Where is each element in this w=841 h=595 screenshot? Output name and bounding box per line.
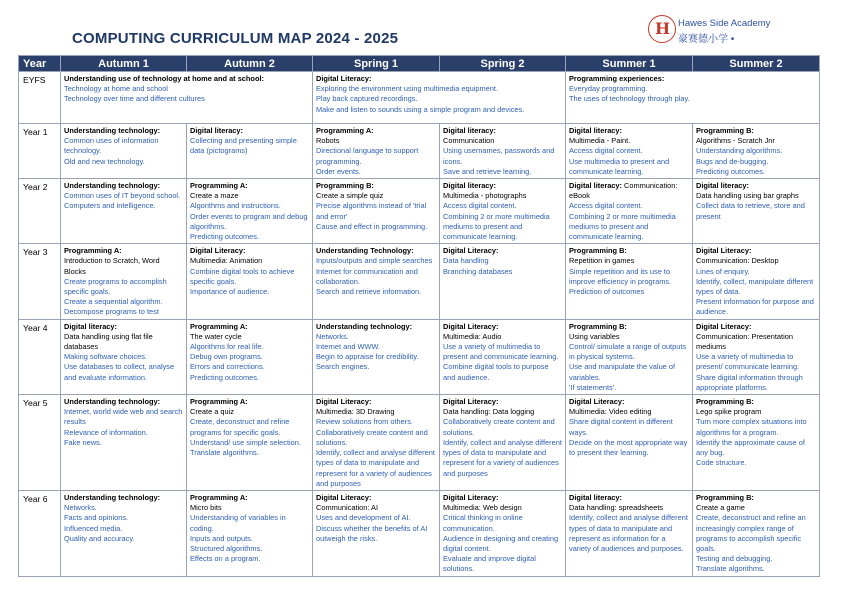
cell-objective: Identify the approximate cause of any bug. <box>696 437 805 458</box>
crest-icon <box>648 15 676 43</box>
cell-objective: Create programs to accomplish specific goals. <box>64 276 167 297</box>
table-row <box>19 319 820 394</box>
cell-objective: Translate algorithms. <box>696 564 765 574</box>
cell-heading: Programming B: <box>696 492 754 502</box>
cell-objective: Exploring the environment using multimedia equipment. <box>316 84 498 94</box>
cell-objective: Order events to program and debug algorithms. <box>190 211 308 231</box>
cell-heading: Digital literacy: <box>569 492 622 502</box>
cell-objective: Present information for purpose and audience. <box>696 297 814 317</box>
cell-heading: Programming A: <box>190 397 248 407</box>
cell-heading: Programming B: <box>569 246 627 256</box>
cell-objective: Collaboratively create content and solutions. <box>443 417 555 437</box>
cell-summer-1 <box>566 490 693 576</box>
cell-heading-line <box>190 126 309 136</box>
cell-objective: Algorithms for real life. <box>190 342 264 352</box>
cell-objective: Translate algorithms. <box>190 448 259 458</box>
cell-objective: Critical thinking in online communication. <box>443 513 523 533</box>
cell-objective: 'If statements'. <box>569 382 617 392</box>
table-row <box>19 395 820 491</box>
cell-heading: Programming A: <box>190 492 248 502</box>
cell-objective: Identify, collect and analyse different types of data to manipulate and represent for a variety of audiences and purposes <box>443 437 562 478</box>
cell-heading-line <box>569 322 689 332</box>
cell-objective: Identify, collect, manipulate different types of data. <box>696 276 814 297</box>
cell-objective: Code structure. <box>696 458 747 468</box>
cell-objective: Directional language to support programming. <box>316 146 419 166</box>
cell-objective: Share digital information through appropriate platforms. <box>696 372 803 392</box>
cell-heading: Understanding use of technology at home and at school: <box>64 74 264 83</box>
cell-heading: Programming A: <box>190 321 248 331</box>
cell-spring-1 <box>313 124 440 179</box>
year-label: Year 5 <box>19 395 61 491</box>
cell-objective: Predicting outcomes. <box>190 232 260 242</box>
cell-heading: Understanding technology: <box>64 181 161 191</box>
cell-objective: Precise algorithms instead of 'trial and error' <box>316 201 427 221</box>
cell-heading-line <box>316 322 436 332</box>
cell-objective: Audience in designing and creating digital content. <box>443 533 559 553</box>
cell-heading: Digital Literacy: <box>316 74 372 83</box>
cell-heading-line <box>569 397 689 407</box>
cell-summer-2 <box>693 124 820 179</box>
cell-heading-line <box>316 181 436 191</box>
cell-objective: Effects on a program. <box>190 554 261 564</box>
table-row <box>19 179 820 244</box>
cell-objective: Create a sequential algorithm. <box>64 297 163 307</box>
year-label: Year 4 <box>19 319 61 394</box>
cell-summer-1 <box>566 319 693 394</box>
cell-heading: Understanding technology: <box>316 321 413 331</box>
cell-objective: Order events. <box>316 166 361 176</box>
year-label: Year 2 <box>19 179 61 244</box>
cell-spring-2 <box>440 490 566 576</box>
cell-spring-1 <box>313 179 440 244</box>
header-row <box>19 56 820 72</box>
cell-autumn-1 <box>61 395 187 491</box>
cell-subtitle: Micro bits <box>190 503 222 513</box>
cell-spring-2 <box>440 244 566 319</box>
cell-objective: Lines of enquiry. <box>696 266 750 276</box>
school-name: Hawes Side Academy <box>678 18 771 29</box>
cell-spring-1 <box>313 244 440 319</box>
school-name-chinese: 豪赛德小学 • <box>678 34 735 45</box>
cell-autumn-2 <box>187 319 313 394</box>
cell-heading-line <box>190 322 309 332</box>
cell-subtitle: Communication: AI <box>316 503 379 513</box>
cell-eyfs-autumn <box>61 72 313 124</box>
cell-heading-line <box>316 397 436 407</box>
cell-heading-line <box>190 493 309 503</box>
cell-heading-line <box>696 246 816 256</box>
cell-objective: Bugs and de-bugging. <box>696 156 769 166</box>
page-title: COMPUTING CURRICULUM MAP 2024 - 2025 <box>72 30 399 47</box>
cell-autumn-1 <box>61 179 187 244</box>
cell-objective: Cause and effect in programming. <box>316 221 428 231</box>
cell-objective: Influenced media. <box>64 523 123 533</box>
cell-objective: Turn more complex situations into algorithms for a program. <box>696 417 807 437</box>
cell-heading: Programming B: <box>569 321 627 331</box>
cell-heading-line <box>316 246 436 256</box>
cell-heading: Digital literacy: <box>443 126 496 135</box>
cell-heading-line <box>64 246 183 256</box>
cell-objective: Collecting and presenting simple data (pictograms) <box>190 136 297 156</box>
table-row <box>19 244 820 319</box>
cell-heading: Digital Literacy: <box>316 397 372 407</box>
cell-heading: Digital Literacy: <box>569 397 625 407</box>
cell-summer-1 <box>566 244 693 319</box>
cell-subtitle: Multimedia - Paint. <box>569 136 631 146</box>
cell-objective: Using usernames, passwords and icons. <box>443 146 555 166</box>
cell-objective: Use multimedia to present and communicate learning. <box>569 156 670 176</box>
cell-heading-line <box>64 126 183 136</box>
cell-subtitle: The water cycle <box>190 331 242 341</box>
cell-autumn-1 <box>61 490 187 576</box>
cell-objective: Fake news. <box>64 437 102 447</box>
cell-objective: Old and new technology. <box>64 156 145 166</box>
cell-objective: Internet, world wide web and search results <box>64 407 183 427</box>
cell-heading: Programming A: <box>190 181 248 191</box>
cell-objective: Networks. <box>316 331 349 341</box>
cell-objective: Combining 2 or more multimedia mediums to present and communicate learning. <box>443 211 550 242</box>
cell-spring-1 <box>313 490 440 576</box>
cell-objective: Networks. <box>64 503 97 513</box>
cell-objective: Collaboratively create content and solutions. <box>316 427 428 447</box>
cell-objective: Simple repetition and its use to improve efficiency in programs. <box>569 266 672 286</box>
cell-heading-line <box>696 322 816 332</box>
cell-heading-line <box>569 493 689 503</box>
cell-subtitle: Algorithms - Scratch Jnr <box>696 136 775 146</box>
header-year: Year <box>19 56 61 72</box>
cell-summer-2 <box>693 395 820 491</box>
cell-heading-line <box>696 397 816 407</box>
cell-heading-line <box>696 181 816 191</box>
cell-objective: Create, deconstruct and refine programs for specific goals. <box>190 417 290 437</box>
cell-objective: Facts and opinions. <box>64 513 129 523</box>
cell-heading: Understanding Technology: <box>316 246 414 256</box>
cell-objective: Uses and development of AI. <box>316 513 411 523</box>
cell-heading: Digital Literacy: <box>443 492 499 502</box>
cell-subtitle: Create a maze <box>190 191 239 201</box>
cell-eyfs-spring <box>313 72 566 124</box>
cell-spring-2 <box>440 395 566 491</box>
cell-objective: Use a variety of multimedia to present and communicate learning. <box>443 342 559 362</box>
cell-summer-2 <box>693 319 820 394</box>
cell-summer-2 <box>693 179 820 244</box>
cell-autumn-2 <box>187 124 313 179</box>
cell-objective: Algorithms and instructions. <box>190 201 281 211</box>
cell-objective: Discuss whether the benefits of AI outweigh the risks. <box>316 523 428 543</box>
cell-heading-line <box>443 126 562 136</box>
cell-heading-line <box>64 322 183 332</box>
cell-subtitle: Multimedia - photographs <box>443 191 527 201</box>
cell-subtitle: Multimedia: Video editing <box>569 407 652 417</box>
cell-objective: Importance of audience. <box>190 287 270 297</box>
cell-objective: Create, deconstruct and refine an increasingly complex range of programs to accomplish specific goals. <box>696 513 806 553</box>
cell-objective: Share digital content in different ways. <box>569 417 673 437</box>
cell-heading-line <box>443 397 562 407</box>
cell-objective: Review solutions from others. <box>316 417 413 427</box>
cell-spring-1 <box>313 395 440 491</box>
cell-summer-1 <box>566 124 693 179</box>
cell-heading-line <box>569 126 689 136</box>
cell-objective: Evaluate and improve digital solutions. <box>443 554 536 574</box>
cell-objective: Access digital content. <box>443 201 517 211</box>
cell-objective: Access digital content. <box>569 146 643 156</box>
cell-heading: Digital Literacy: <box>190 246 246 256</box>
header-summer-1: Summer 1 <box>566 56 693 72</box>
cell-heading: Programming A: <box>316 126 374 135</box>
cell-summer-1 <box>566 395 693 491</box>
cell-heading: Digital literacy: <box>443 181 496 191</box>
cell-objective: Understanding of variables in coding. <box>190 513 286 533</box>
header-spring-1: Spring 1 <box>313 56 440 72</box>
cell-objective: Prediction of outcomes <box>569 287 645 297</box>
cell-heading: Programming B: <box>316 181 374 191</box>
cell-subtitle: Repetition in games <box>569 256 635 266</box>
cell-subtitle: Multimedia: Web design <box>443 503 522 513</box>
cell-objective: Decompose programs to test <box>64 307 159 317</box>
cell-subtitle: Create a simple quiz <box>316 191 384 201</box>
cell-heading-line <box>190 246 309 256</box>
cell-subtitle: Communication: eBook <box>569 181 678 201</box>
cell-spring-2 <box>440 319 566 394</box>
table-row-eyfs <box>19 72 820 124</box>
cell-heading-line <box>316 493 436 503</box>
cell-heading-line <box>443 246 562 256</box>
cell-autumn-2 <box>187 490 313 576</box>
year-label: Year 1 <box>19 124 61 179</box>
cell-heading-line <box>443 181 562 191</box>
cell-heading: Digital Literacy: <box>443 246 499 256</box>
cell-objective: Play back captured recordings. <box>316 94 418 104</box>
cell-subtitle: Using variables <box>569 331 620 341</box>
cell-objective: Identify, collect and analyse different types of data to manipulate and represent as information for a variety of audiences and purposes. <box>569 513 688 553</box>
cell-objective: Understanding algorithms. <box>696 146 783 156</box>
table-row <box>19 124 820 179</box>
cell-subtitle: Multimedia: 3D Drawing <box>316 407 395 417</box>
cell-subtitle: Multimedia: Animation <box>190 256 263 266</box>
cell-heading: Digital Literacy: <box>316 492 372 502</box>
cell-heading: Digital Literacy: <box>696 321 752 331</box>
cell-objective: Collect data to retrieve, store and present <box>696 201 805 221</box>
cell-objective: Decide on the most appropriate way to present their learning. <box>569 437 688 458</box>
cell-objective: Structured algorithms. <box>190 543 263 553</box>
cell-spring-2 <box>440 124 566 179</box>
cell-summer-2 <box>693 490 820 576</box>
school-logo <box>648 15 771 49</box>
cell-autumn-2 <box>187 395 313 491</box>
cell-subtitle: Robots <box>316 136 340 146</box>
cell-heading: Digital Literacy: <box>443 321 499 331</box>
cell-objective: Relevance of information. <box>64 427 148 437</box>
cell-subtitle: Communication: Presentation mediums <box>696 331 793 352</box>
cell-subtitle: Lego spike program <box>696 407 762 417</box>
cell-objective: Data handling <box>443 256 489 266</box>
cell-objective: Internet and WWW. <box>316 342 381 352</box>
cell-objective: Control/ simulate a range of outputs in physical systems. <box>569 342 687 362</box>
cell-heading: Programming B: <box>696 397 754 407</box>
cell-objective: Use databases to collect, analyse and evaluate information. <box>64 362 175 382</box>
cell-heading: Digital literacy: <box>190 126 243 135</box>
cell-objective: Use a variety of multimedia to present/ communicate learning. <box>696 352 800 372</box>
cell-heading-line <box>569 246 689 256</box>
cell-eyfs-summer <box>566 72 820 124</box>
cell-heading: Understanding technology: <box>64 126 161 135</box>
cell-objective: Save and retrieve learning. <box>443 166 532 176</box>
cell-autumn-1 <box>61 124 187 179</box>
cell-objective: Common uses of IT beyond school. <box>64 191 181 201</box>
header-spring-2: Spring 2 <box>440 56 566 72</box>
cell-spring-1 <box>313 319 440 394</box>
cell-objective: Technology at home and school <box>64 84 168 94</box>
cell-subtitle: Create a quiz <box>190 407 234 417</box>
cell-objective: Combine digital tools to achieve specific goals. <box>190 266 295 286</box>
cell-objective: Combining 2 or more multimedia mediums to present and communicate learning. <box>569 211 676 242</box>
year-label: Year 3 <box>19 244 61 319</box>
cell-objective: Begin to appraise for credibility. <box>316 352 419 362</box>
cell-heading-line <box>569 181 689 201</box>
cell-heading: Digital Literacy: <box>443 397 499 407</box>
cell-subtitle: Communication <box>443 136 495 146</box>
cell-heading-line <box>316 126 436 136</box>
year-label: EYFS <box>19 72 61 124</box>
cell-heading-line <box>443 322 562 332</box>
cell-autumn-1 <box>61 244 187 319</box>
cell-heading-line <box>190 181 309 191</box>
cell-objective: Inputs/outputs and simple searches <box>316 256 433 266</box>
cell-autumn-2 <box>187 244 313 319</box>
cell-heading: Digital literacy: <box>696 181 749 191</box>
cell-spring-2 <box>440 179 566 244</box>
cell-objective: Access digital content. <box>569 201 643 211</box>
cell-objective: Combine digital tools to purpose and audience. <box>443 362 549 382</box>
cell-subtitle: Introduction to Scratch, Word Blocks <box>64 256 160 276</box>
cell-summer-2 <box>693 244 820 319</box>
cell-heading-line <box>569 74 816 84</box>
cell-objective: Internet for communication and collaboration. <box>316 266 418 286</box>
cell-objective: Testing and debugging. <box>696 554 773 564</box>
cell-objective: Use and manipulate the value of variables. <box>569 362 676 382</box>
cell-heading-line <box>64 74 309 84</box>
cell-heading-line <box>696 126 816 136</box>
cell-objective: Common uses of information technology. <box>64 136 159 156</box>
cell-objective: Predicting outcomes. <box>696 166 766 176</box>
header-summer-2: Summer 2 <box>693 56 820 72</box>
header-autumn-1: Autumn 1 <box>61 56 187 72</box>
cell-heading: Programming B: <box>696 126 754 135</box>
curriculum-table <box>18 55 820 577</box>
cell-subtitle: Data handling: Data logging <box>443 407 535 417</box>
cell-heading: Programming A: <box>64 246 122 256</box>
cell-objective: Predicting outcomes. <box>190 372 260 382</box>
cell-subtitle: Create a game <box>696 503 745 513</box>
cell-heading: Programming experiences: <box>569 74 665 83</box>
cell-heading-line <box>316 74 562 84</box>
cell-heading-line <box>696 493 816 503</box>
cell-autumn-1 <box>61 319 187 394</box>
cell-heading-line <box>64 397 183 407</box>
cell-subtitle: Data handling using flat file databases <box>64 331 153 352</box>
cell-heading: Digital literacy: <box>64 321 117 331</box>
cell-subtitle: Communication: Desktop <box>696 256 779 266</box>
cell-heading: Understanding technology: <box>64 397 161 407</box>
cell-objective: Understand/ use simple selection. <box>190 437 301 447</box>
cell-heading-line <box>190 397 309 407</box>
cell-objective: Making software choices. <box>64 352 147 362</box>
cell-objective: Identify, collect and analyse different types of data to manipulate and represent for a variety of audiences and purposes <box>316 448 435 488</box>
table-row <box>19 490 820 576</box>
cell-heading: Digital literacy: <box>569 126 622 135</box>
cell-objective: The uses of technology through play. <box>569 94 690 104</box>
cell-heading: Understanding technology: <box>64 492 161 502</box>
cell-subtitle: Data handling using bar graphs <box>696 191 799 201</box>
cell-subtitle: Multimedia: Audio <box>443 331 502 341</box>
cell-subtitle: Data handling: spreadsheets <box>569 503 664 513</box>
cell-objective: Search engines. <box>316 362 370 372</box>
cell-objective: Quality and accuracy. <box>64 533 135 543</box>
cell-autumn-2 <box>187 179 313 244</box>
cell-objective: Branching databases <box>443 266 513 276</box>
cell-objective: Everyday programming. <box>569 84 648 94</box>
cell-objective: Errors and corrections. <box>190 362 265 372</box>
cell-objective: Inputs and outputs. <box>190 533 253 543</box>
cell-summer-1 <box>566 179 693 244</box>
cell-objective: Search and retrieve information. <box>316 287 422 297</box>
cell-heading-line <box>443 493 562 503</box>
cell-heading-line <box>64 493 183 503</box>
cell-objective: Make and listen to sounds using a simple program and devices. <box>316 104 525 114</box>
cell-objective: Technology over time and different cultures <box>64 94 205 104</box>
cell-objective: Computers and intelligence. <box>64 201 156 211</box>
cell-heading: Digital Literacy: <box>696 246 752 256</box>
cell-objective: Debug own programs. <box>190 352 263 362</box>
header-autumn-2: Autumn 2 <box>187 56 313 72</box>
year-label: Year 6 <box>19 490 61 576</box>
cell-heading-line <box>64 181 183 191</box>
cell-heading: Digital literacy: <box>569 181 622 191</box>
